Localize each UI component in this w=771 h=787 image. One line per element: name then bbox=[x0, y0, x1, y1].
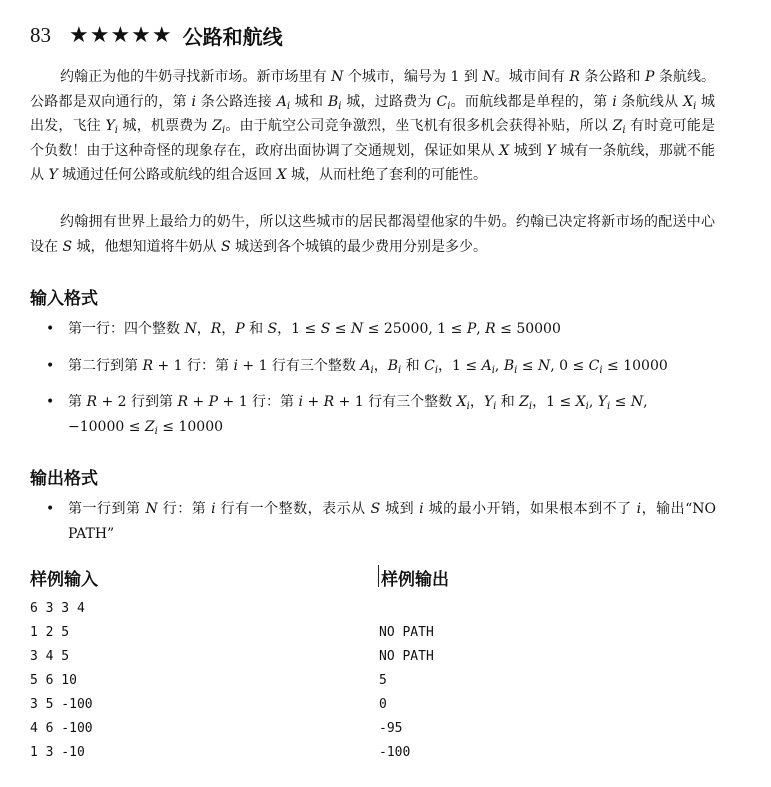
sample-output-line: NO PATH bbox=[379, 625, 434, 640]
problem-number: 83 bbox=[30, 22, 51, 47]
sample-input-line: 5 6 10 bbox=[30, 673, 77, 688]
sample-input-line: 3 4 5 bbox=[30, 649, 70, 664]
sample-output-line: 5 bbox=[379, 673, 387, 688]
sample-input-line: 1 2 5 bbox=[30, 625, 70, 640]
problem-title bbox=[30, 18, 283, 52]
output-format-item-1: • 第一行到第 N 行：第 i 行有一个整数，表示从 S 城到 i 城的最小开销，如果根本到不了 i，输出“NO PATH” bbox=[46, 501, 716, 542]
sample-input-line: 3 5 -100 bbox=[30, 697, 93, 712]
sample-divider bbox=[378, 565, 379, 587]
input-format-item-1: • 第一行：四个整数 N，R，P 和 S，1 ≤ S ≤ N ≤ 25000, 1 ≤ P, R ≤ 50000 bbox=[46, 321, 561, 337]
output-format-heading: 输出格式 bbox=[30, 469, 98, 489]
input-format-heading: 输入格式 bbox=[30, 289, 98, 309]
sample-input-line: 6 3 3 4 bbox=[30, 601, 85, 616]
description-paragraph-1: 约翰正为他的牛奶寻找新市场。新市场里有 N 个城市，编号为 1 到 N。城市间有 R 条公路和 P 条航线。公路都是双向通行的，第 i 条公路连接 $A_i$ 城和 $B_i$ 城，过路费为 $C_i$。而航线都是单程的，第 i 条航线从 $X_i$ 城出发，飞往 $Y_i$ 城，机票费为 $Z_i$。由于航空公司竞争激烈，坐飞机有很多机会获得补贴，所以 $Z_i$ 有时竟可能是个负数！由于这种奇怪的现象存在，政府出面协调了交通规划，保证如果从 X 城到 Y 城有一条航线，那就不能从 Y 城通过任何公路或航线的组合返回 X 城，从而杜绝了套利的可能性。 bbox=[30, 69, 716, 183]
sample-output-line: -95 bbox=[379, 721, 403, 736]
sample-input-line: 1 3 -10 bbox=[30, 745, 85, 760]
sample-output-line: 0 bbox=[379, 697, 387, 712]
sample-output-line: NO PATH bbox=[379, 649, 434, 664]
sample-output-heading: 样例输出 bbox=[381, 570, 449, 590]
input-format-item-2: • 第二行到第 R + 1 行：第 i + 1 行有三个整数 $A_i$，$B_i$ 和 $C_i$，$1 \le A_i$, $B_i \le N$, $0 \le C_i \le 10000$ bbox=[46, 358, 668, 376]
problem-name: 公路和航线 bbox=[182, 24, 283, 49]
sample-input-line: 4 6 -100 bbox=[30, 721, 93, 736]
difficulty-stars-icon: ★★★★★ bbox=[69, 22, 173, 48]
sample-output-line: -100 bbox=[379, 745, 411, 760]
input-format-item-3: • 第 R + 2 行到第 R + P + 1 行：第 i + R + 1 行有三个整数 $X_i$，$Y_i$ 和 $Z_i$，$1 \le X_i$, $Y_i \le N$, $-10000 \le Z_i \le 10000$ bbox=[46, 394, 648, 437]
sample-input-heading: 样例输入 bbox=[30, 570, 98, 590]
description-paragraph-2: 约翰拥有世界上最给力的奶牛，所以这些城市的居民都渴望他家的牛奶。约翰已决定将新市场的配送中心设在 S 城，他想知道将牛奶从 S 城送到各个城镇的最少费用分别是多少。 bbox=[30, 214, 715, 255]
